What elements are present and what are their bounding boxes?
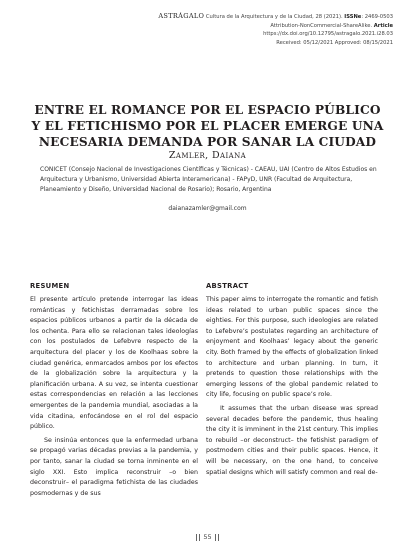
running-header: ASTRÁGALO Cultura de la Arquitectura y de la Ciudad, 28 (2021). ISSNe: 2469-0503 Attribution-NonCommercial-ShareAlike. Article https://dx.doi.org/10.12795/astragalo.2021.i28.03 Received: 05/12/2021 Approved: 08/15/2021 <box>158 12 393 46</box>
author-name: Zamler, Daiana <box>168 150 247 161</box>
journal-name: ASTRÁGALO <box>158 12 205 20</box>
journal-citation: Cultura de la Arquitectura y de la Ciudad, 28 (2021). <box>205 14 343 20</box>
issn-label: ISSNe <box>344 14 362 20</box>
title-line: ENTRE EL ROMANCE POR EL ESPACIO PÚBLICO <box>34 103 381 117</box>
issn-value: 2469-0503 <box>364 14 393 20</box>
resumen-paragraph: Se insinúa entonces que la enfermedad urbana se propagó varias décadas previas a la pandemia, y por tanto, sanar la ciudad se torna inminente en el siglo XXI. Esto implica reconstruir –o bien deconstruir– el paradigma fetichista de las ciudades posmodernas y de sus <box>30 436 198 497</box>
article-title <box>20 102 395 150</box>
resumen-column <box>30 282 198 499</box>
author-email[interactable]: daianazamler@gmail.com <box>168 205 247 212</box>
doi-link[interactable]: https://dx.doi.org/10.12795/astragalo.2021.i28.03 <box>263 31 393 38</box>
divider <box>215 534 216 541</box>
divider <box>199 534 200 541</box>
abstract-heading: ABSTRACT <box>206 282 249 290</box>
title-line: Y EL FETICHISMO POR EL PLACER EMERGE UNA <box>31 119 384 133</box>
resumen-heading: RESUMEN <box>30 282 70 290</box>
author-affiliation: CONICET (Consejo Nacional de Investigaciones Científicas y Técnicas) - CAEAU, UAI (Centro de Altos Estudios en Arquitectura y Urbanismo, Universidad Abierta Interamericana) - FAPyD, UNR (Facultad de Arquitectura, Planeamiento y Diseño, Universidad Nacional de Rosario); Rosario, Argentina <box>40 166 377 193</box>
title-line: NECESARIA DEMANDA POR SANAR LA CIUDAD <box>38 135 377 149</box>
resumen-paragraph: El presente artículo pretende interrogar las ideas románticas y fetichistas derramadas sobre los espacios públicos urbanos a partir de la década de los ochenta. Para ello se relacionan tales ideologías con los postulados de Lefebvre respecto de la arquitectura del placer y los de Koolhaas sobre la ciudad genérica, enmarcados ambos por los efectos de la globalización sobre la arquitectura y la planificación urbana. A su vez, se intenta cuestionar estas correspondencias en relación a las lecciones emergentes de la pandemia mundial, asociadas a la vida citadina, enfocándose en el rol del espacio público. <box>30 296 198 431</box>
abstract-column <box>206 282 378 478</box>
received-dates: Received: 05/12/2021 Approved: 08/15/2021 <box>276 39 393 46</box>
abstract-paragraph: This paper aims to interrogate the romantic and fetish ideas related to urban public spaces since the eighties. For this purpose, such ideologies are related to Lefebvre’s postulates regarding an architecture of enjoyment and Koolhaas’ legacy about the generic city. Both framed by the effects of globalization linked to architecture and urban planning. In turn, it pretends to question those relationships with the emerging lessons of the global pandemic related to city life, focusing on public space’s role. <box>206 296 378 399</box>
license-text: Attribution-NonCommercial-ShareAlike. <box>270 22 373 29</box>
page-number-value: 55 <box>203 533 212 541</box>
abstract-paragraph: It assumes that the urban disease was spread several decades before the pandemic, thus healing the city it is imminent in the 21st century. This implies to rebuild –or deconstruct– the fetishist paradigm of postmodern cities and their public spaces. Hence, it will be necessary, on the one hand, to conceive spatial designs which will satisfy common and real de- <box>206 404 378 476</box>
divider <box>218 534 219 541</box>
divider <box>196 534 197 541</box>
page-number <box>0 533 415 541</box>
article-type: Article <box>373 22 393 29</box>
